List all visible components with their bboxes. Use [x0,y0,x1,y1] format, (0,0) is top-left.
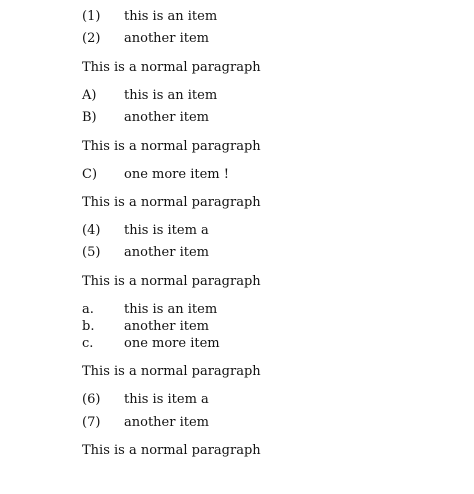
paragraph: This is a normal paragraph [82,195,261,210]
list-item [82,415,209,431]
list-item [82,302,217,318]
list-item-label: (2) [82,31,101,46]
list-item-label: (7) [82,415,101,430]
list-item [82,336,220,352]
list-item-label: B) [82,110,97,125]
list-item-text: this is an item [124,302,218,317]
list-item-text: this is item a [124,223,209,238]
list-item [82,110,209,126]
list-item [82,223,209,239]
list-item [82,319,209,335]
list-item-label: c. [82,336,94,351]
list-item-text: this is an item [124,9,218,24]
paragraph: This is a normal paragraph [82,139,261,154]
list-item-text: another item [124,245,209,260]
list-item-text: another item [124,415,209,430]
paragraph: This is a normal paragraph [82,443,261,458]
list-item [82,167,229,183]
list-item [82,88,217,104]
paragraph: This is a normal paragraph [82,60,261,75]
list-item-label: b. [82,319,95,334]
list-item [82,9,217,25]
paragraph: This is a normal paragraph [82,274,261,289]
list-item [82,31,209,47]
list-item-label: (6) [82,392,101,407]
list-item-text: another item [124,31,209,46]
list-item-label: (1) [82,9,101,24]
list-item-label: a. [82,302,94,317]
list-item-text: one more item ! [124,167,229,182]
list-item-text: another item [124,110,209,125]
list-item-text: another item [124,319,209,334]
list-item-text: one more item [124,336,220,351]
list-item [82,245,209,261]
list-item-label: C) [82,167,98,182]
list-item-text: this is an item [124,88,218,103]
list-item-label: (4) [82,223,101,238]
list-item [82,392,209,408]
list-item-label: A) [82,88,97,103]
paragraph: This is a normal paragraph [82,364,261,379]
list-item-label: (5) [82,245,101,260]
list-item-text: this is item a [124,392,209,407]
